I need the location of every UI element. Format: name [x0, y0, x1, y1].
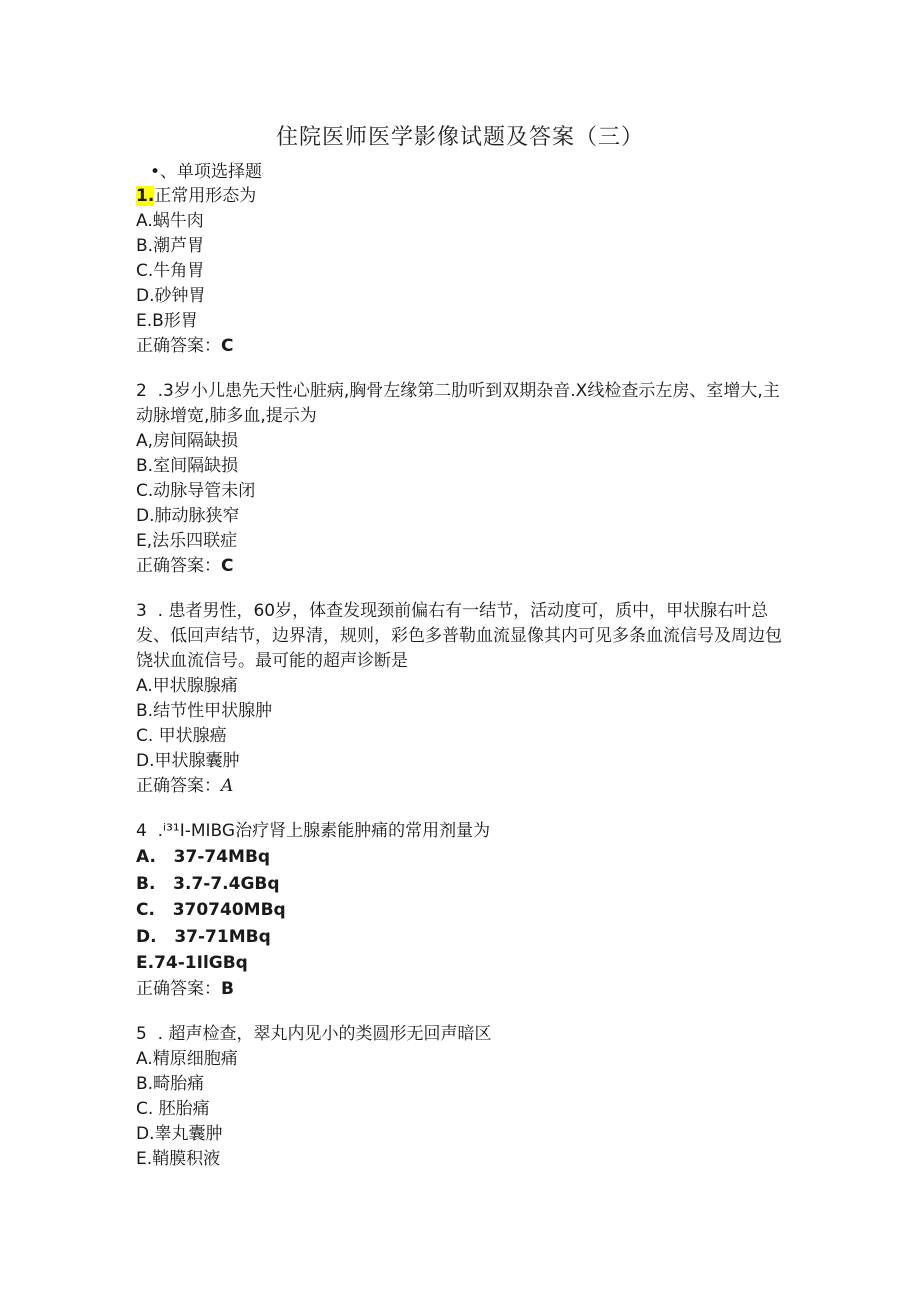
answer-label: 正确答案：	[136, 776, 221, 796]
option-a: A,房间隔缺损	[136, 431, 239, 451]
answer-value: C	[221, 336, 234, 356]
question-text: .ⁱ³¹I-MIBG治疗肾上腺素能肿痛的常用剂量为	[157, 821, 491, 841]
option-d: D.肺动脉狭窄	[136, 506, 240, 526]
question-list	[136, 184, 796, 1184]
question-4	[136, 819, 796, 1002]
option-c: C.动脉导管未闭	[136, 481, 256, 501]
question-1	[136, 184, 796, 359]
question-text: . 超声检查，翠丸内见小的类圆形无回声暗区	[157, 1023, 492, 1044]
answer-label: 正确答案：	[136, 556, 221, 576]
question-stem	[136, 599, 796, 674]
question-number: 4	[136, 821, 147, 841]
answer-line	[136, 774, 796, 799]
answer-line	[136, 977, 796, 1002]
question-text: .3岁小儿患先天性心脏病,胸骨左缘第二肋听到双期杂音.X线检查示左房、室增大,主动脉增宽,肺多血,提示为	[136, 381, 780, 426]
answer-value: C	[221, 556, 234, 576]
option-c: C. 370740MBq	[136, 900, 286, 920]
question-number: 1.	[136, 186, 155, 206]
option-a: A.精原细胞痛	[136, 1048, 238, 1069]
option-b: B. 3.7-7.4GBq	[136, 873, 280, 894]
option-a: A.甲状腺腺痛	[136, 676, 238, 696]
answer-value: B	[221, 978, 234, 999]
option-b: B.潮芦胃	[136, 236, 205, 256]
option-c: C.牛角胃	[136, 261, 205, 281]
option-d: D.甲状腺囊肿	[136, 751, 240, 771]
option-c: C. 胚胎痛	[136, 1098, 210, 1119]
question-2	[136, 379, 796, 579]
question-stem	[136, 184, 796, 209]
option-e: E.鞘膜积液	[136, 1148, 221, 1169]
question-3	[136, 599, 796, 799]
question-stem	[136, 379, 796, 429]
answer-value: A	[221, 776, 234, 796]
option-d: D.睾丸囊肿	[136, 1123, 223, 1144]
question-number: 2	[136, 381, 147, 401]
answer-line	[136, 334, 796, 359]
question-number: 5	[136, 1023, 147, 1044]
option-e: E.B形胃	[136, 311, 198, 331]
answer-line	[136, 554, 796, 579]
question-text: . 患者男性，60岁，体查发现颈前偏右有一结节，活动度可，质中，甲状腺右叶总发、低回声结节，边界清，规则，彩色多普勒血流显像其内可见多条血流信号及周边包饶状血流信号。最可能的超声诊断是	[136, 601, 782, 671]
option-d: D. 37-71MBq	[136, 926, 271, 947]
page-title: 住院医师医学影像试题及答案（三）	[275, 125, 644, 150]
option-a: A. 37-74MBq	[136, 847, 271, 867]
option-d: D.砂钟胃	[136, 286, 206, 306]
option-e: E,法乐四联症	[136, 531, 238, 551]
question-stem	[136, 819, 796, 844]
option-e: E.74-1IlGBq	[136, 953, 248, 973]
answer-label: 正确答案：	[136, 978, 221, 999]
question-stem	[136, 1022, 796, 1047]
section-heading: •、单项选择题	[150, 162, 263, 182]
question-text: 正常用形态为	[154, 186, 257, 206]
question-number: 3	[136, 601, 147, 621]
option-b: B.畸胎痛	[136, 1073, 205, 1094]
option-b: B.结节性甲状腺肿	[136, 701, 273, 721]
question-5	[136, 1022, 796, 1172]
option-c: C. 甲状腺癌	[136, 726, 227, 746]
option-a: A.蜗牛肉	[136, 211, 204, 231]
answer-label: 正确答案：	[136, 336, 221, 356]
option-b: B.室间隔缺损	[136, 456, 239, 476]
